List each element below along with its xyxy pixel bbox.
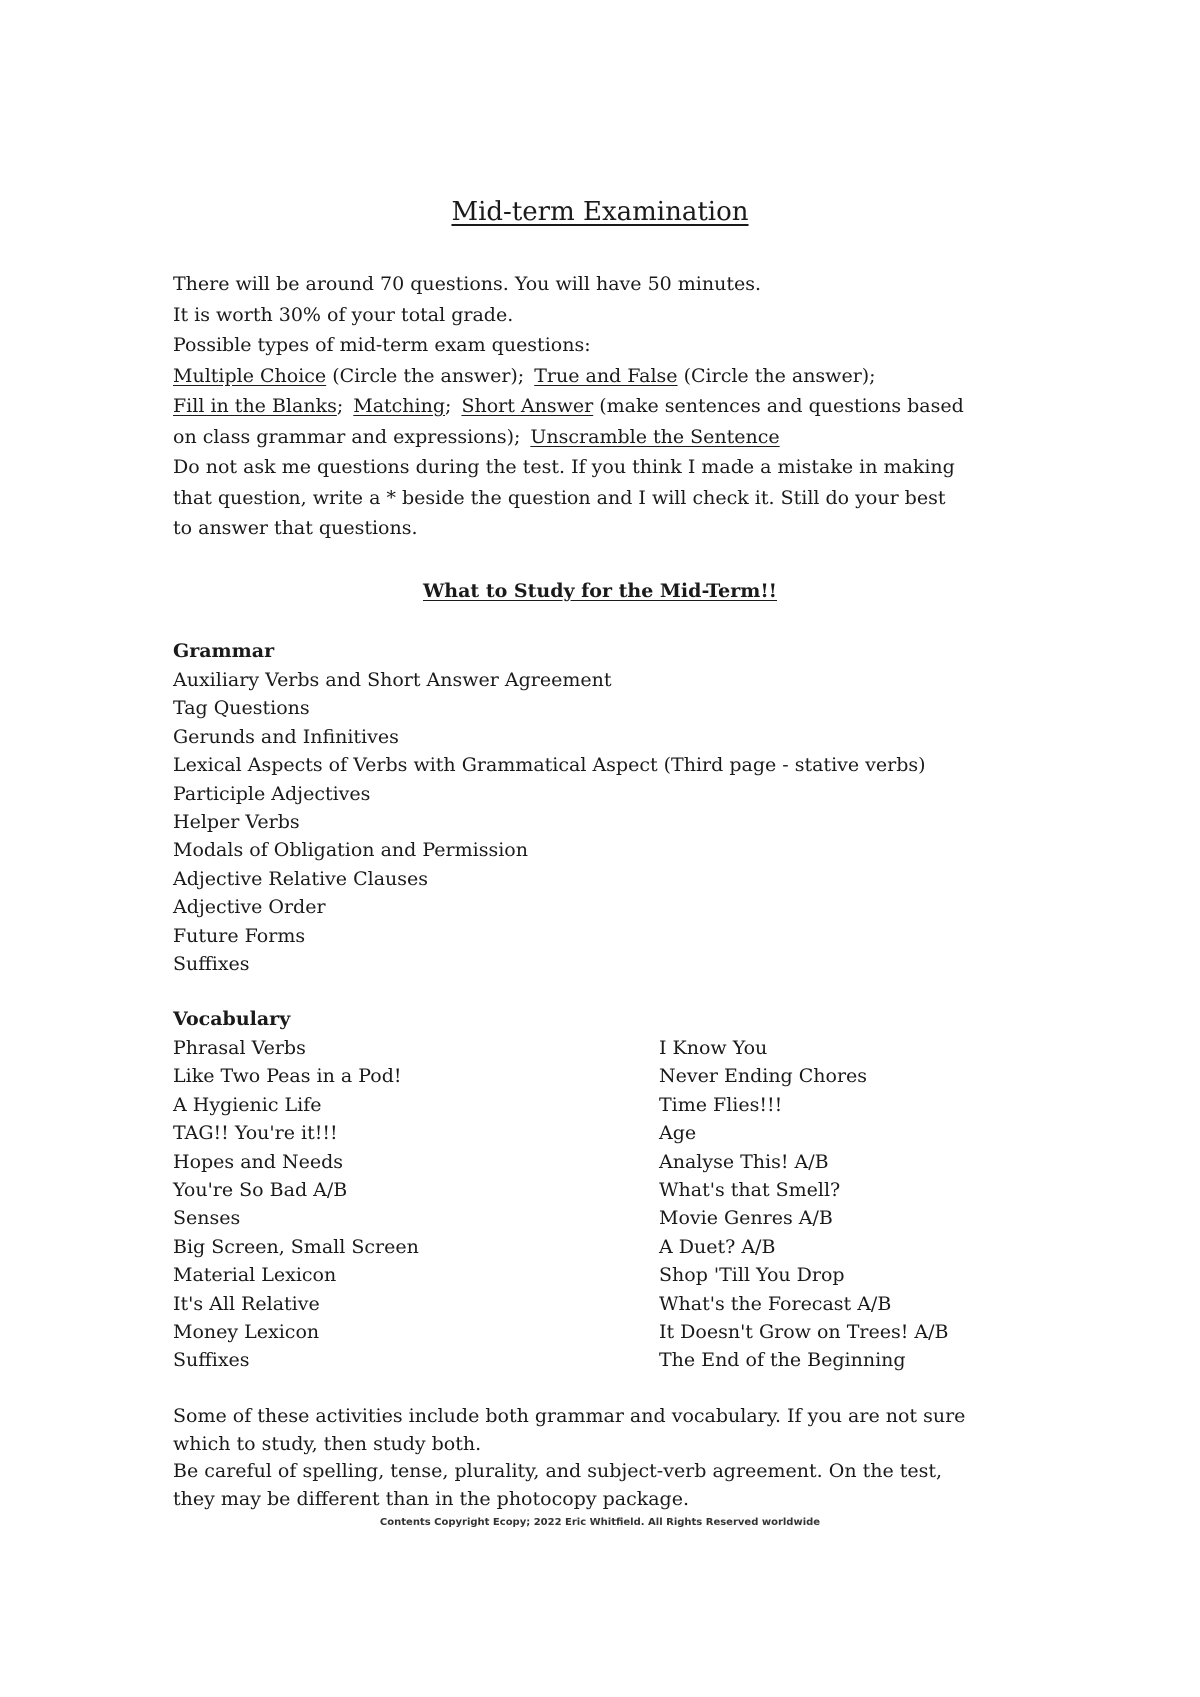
list-item: Tag Questions bbox=[173, 697, 310, 720]
list-item: Participle Adjectives bbox=[173, 782, 371, 805]
list-item: I Know You bbox=[659, 1037, 768, 1059]
list-item: Adjective Order bbox=[173, 896, 326, 919]
type-separator: ; bbox=[445, 395, 452, 417]
list-item: Gerunds and Infinitives bbox=[173, 725, 399, 748]
list-item: The End of the Beginning bbox=[659, 1349, 906, 1372]
closing-notes bbox=[173, 1403, 1073, 1513]
study-heading: What to Study for the Mid-Term!! bbox=[422, 580, 778, 602]
instruction-line: Do not ask me questions during the test. If you think I made a mistake in making bbox=[173, 456, 955, 478]
closing-line: which to study, then study both. bbox=[173, 1432, 482, 1455]
list-item: Phrasal Verbs bbox=[173, 1037, 306, 1059]
list-item: Suffixes bbox=[173, 953, 250, 976]
list-item: Movie Genres A/B bbox=[659, 1207, 833, 1230]
list-item: Hopes and Needs bbox=[173, 1150, 343, 1173]
list-item: Senses bbox=[173, 1207, 241, 1230]
list-item: You're So Bad A/B bbox=[173, 1179, 348, 1202]
type-unscramble: Unscramble the Sentence bbox=[530, 425, 780, 448]
list-item: Adjective Relative Clauses bbox=[173, 867, 428, 890]
type-short-answer: Short Answer bbox=[461, 395, 594, 417]
list-item: What's that Smell? bbox=[659, 1179, 841, 1202]
type-true-false: True and False bbox=[534, 364, 678, 387]
list-item: Helper Verbs bbox=[173, 811, 300, 834]
list-item: A Duet? A/B bbox=[659, 1235, 776, 1258]
list-item: Age bbox=[659, 1122, 697, 1145]
question-types-line-3 bbox=[173, 422, 1073, 453]
vocabulary-list-right bbox=[659, 1034, 948, 1375]
vocabulary-list-left bbox=[173, 1034, 419, 1375]
list-item: Auxiliary Verbs and Short Answer Agreement bbox=[173, 669, 612, 691]
list-item: Material Lexicon bbox=[173, 1264, 337, 1287]
exam-intro bbox=[173, 269, 1073, 544]
list-item: Money Lexicon bbox=[173, 1321, 320, 1344]
grammar-heading: Grammar bbox=[173, 640, 275, 662]
page-title: Mid-term Examination bbox=[451, 197, 749, 227]
closing-line: Be careful of spelling, tense, plurality, and subject-verb agreement. On the test, bbox=[173, 1460, 943, 1483]
type-note: (make sentences and questions based bbox=[593, 395, 964, 417]
list-item: Modals of Obligation and Permission bbox=[173, 839, 528, 862]
list-item: What's the Forecast A/B bbox=[659, 1292, 892, 1315]
intro-line: There will be around 70 questions. You will have 50 minutes. bbox=[173, 273, 762, 295]
closing-line: Some of these activities include both grammar and vocabulary. If you are not sure bbox=[173, 1405, 966, 1427]
intro-line: It is worth 30% of your total grade. bbox=[173, 303, 514, 326]
type-note: (Circle the answer); bbox=[677, 364, 876, 387]
list-item: A Hygienic Life bbox=[173, 1093, 322, 1116]
type-separator: ; bbox=[336, 395, 344, 417]
type-note: on class grammar and expressions); bbox=[173, 425, 521, 448]
vocabulary-heading: Vocabulary bbox=[173, 1008, 291, 1030]
type-multiple-choice: Multiple Choice bbox=[173, 364, 327, 387]
list-item: Shop 'Till You Drop bbox=[659, 1264, 845, 1287]
grammar-list bbox=[173, 666, 926, 978]
intro-line: Possible types of mid-term exam questions: bbox=[173, 334, 591, 356]
list-item: Lexical Aspects of Verbs with Grammatical Aspect (Third page - stative verbs) bbox=[173, 754, 926, 777]
list-item: Time Flies!!! bbox=[659, 1093, 783, 1116]
list-item: Big Screen, Small Screen bbox=[173, 1235, 419, 1258]
list-item: It Doesn't Grow on Trees! A/B bbox=[659, 1321, 949, 1344]
question-types-line-1 bbox=[173, 361, 1073, 392]
list-item: Like Two Peas in a Pod! bbox=[173, 1065, 402, 1088]
list-item: Suffixes bbox=[173, 1349, 250, 1372]
question-types-line-2 bbox=[173, 391, 1073, 422]
list-item: It's All Relative bbox=[173, 1292, 320, 1315]
copyright-footer: Contents Copyright Ecopy; 2022 Eric Whitfield. All Rights Reserved worldwide bbox=[379, 1517, 821, 1528]
instruction-line: that question, write a * beside the question and I will check it. Still do your best bbox=[173, 486, 946, 509]
type-note: (Circle the answer); bbox=[326, 364, 525, 387]
closing-line: they may be different than in the photocopy package. bbox=[173, 1487, 690, 1510]
list-item: Analyse This! A/B bbox=[659, 1150, 829, 1173]
list-item: Never Ending Chores bbox=[659, 1065, 868, 1088]
type-matching: Matching bbox=[353, 395, 446, 417]
list-item: TAG!! You're it!!! bbox=[173, 1122, 338, 1145]
type-fill-blanks: Fill in the Blanks bbox=[173, 395, 337, 417]
list-item: Future Forms bbox=[173, 924, 306, 947]
instruction-line: to answer that questions. bbox=[173, 517, 418, 539]
